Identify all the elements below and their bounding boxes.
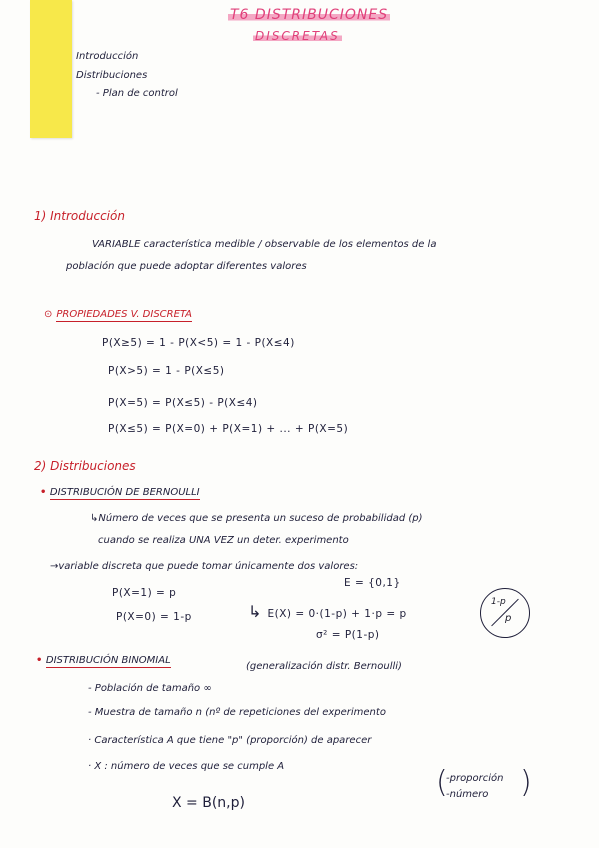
binomial-note-numero: -número xyxy=(446,789,489,800)
intro-line1: VARIABLE característica medible / observable de los elementos de la xyxy=(92,239,437,250)
bernoulli-line1: ↳Número de veces que se presenta un suceso de probabilidad (p) xyxy=(90,513,423,524)
props-formula-3: P(X=5) = P(X≤5) - P(X≤4) xyxy=(108,397,258,409)
props-heading: ⊙ PROPIEDADES V. DISCRETA xyxy=(44,309,192,320)
note-bracket-left: ( xyxy=(436,765,448,800)
binomial-item-1: - Población de tamaño ∞ xyxy=(88,683,212,694)
binomial-heading: • DISTRIBUCIÓN BINOMIAL xyxy=(36,655,171,666)
section-intro-heading: 1) Introducción xyxy=(34,209,125,223)
binomial-formula: X = B(n,p) xyxy=(172,795,245,811)
toc-item-intro: Introducción xyxy=(76,51,139,62)
bernoulli-variance: σ² = P(1-p) xyxy=(316,629,380,641)
bernoulli-p1: P(X=1) = p xyxy=(112,587,177,599)
bernoulli-e: E = {0,1} xyxy=(344,577,401,589)
circle-bottom-label: p xyxy=(505,613,512,624)
props-formula-2: P(X>5) = 1 - P(X≤5) xyxy=(108,365,225,377)
section-dist-heading: 2) Distribuciones xyxy=(34,459,136,473)
bernoulli-p0: P(X=0) = 1-p xyxy=(116,611,192,623)
bernoulli-expectation: ↳ E(X) = 0·(1-p) + 1·p = p xyxy=(248,602,407,621)
props-formula-4: P(X≤5) = P(X=0) + P(X=1) + ... + P(X=5) xyxy=(108,423,349,435)
intro-line2: población que puede adoptar diferentes valores xyxy=(66,261,307,272)
note-bracket-right: ) xyxy=(520,765,532,800)
binomial-item-4: · X : número de veces que se cumple A xyxy=(88,761,285,772)
probability-circle-sketch xyxy=(480,588,530,638)
toc-item-distribuciones: Distribuciones xyxy=(76,70,148,81)
binomial-generalization: (generalización distr. Bernoulli) xyxy=(246,661,402,672)
binomial-item-2: - Muestra de tamaño n (nº de repeticiones del experimento xyxy=(88,707,386,718)
circle-top-label: 1-p xyxy=(491,597,506,607)
bernoulli-line3: →variable discreta que puede tomar únicamente dos valores: xyxy=(50,561,359,572)
bernoulli-heading: • DISTRIBUCIÓN DE BERNOULLI xyxy=(40,487,200,498)
toc-item-plan-control: - Plan de control xyxy=(96,88,178,99)
page-title-line2: DISCRETAS xyxy=(255,29,340,43)
props-formula-1: P(X≥5) = 1 - P(X<5) = 1 - P(X≤4) xyxy=(102,337,295,349)
sticky-note xyxy=(30,0,72,138)
binomial-item-3: · Característica A que tiene "p" (proporción) de aparecer xyxy=(88,735,372,746)
page-title-line1: T6 DISTRIBUCIONES xyxy=(230,7,389,23)
bernoulli-line2: cuando se realiza UNA VEZ un deter. experimento xyxy=(98,535,349,546)
binomial-note-proporcion: -proporción xyxy=(446,773,504,784)
